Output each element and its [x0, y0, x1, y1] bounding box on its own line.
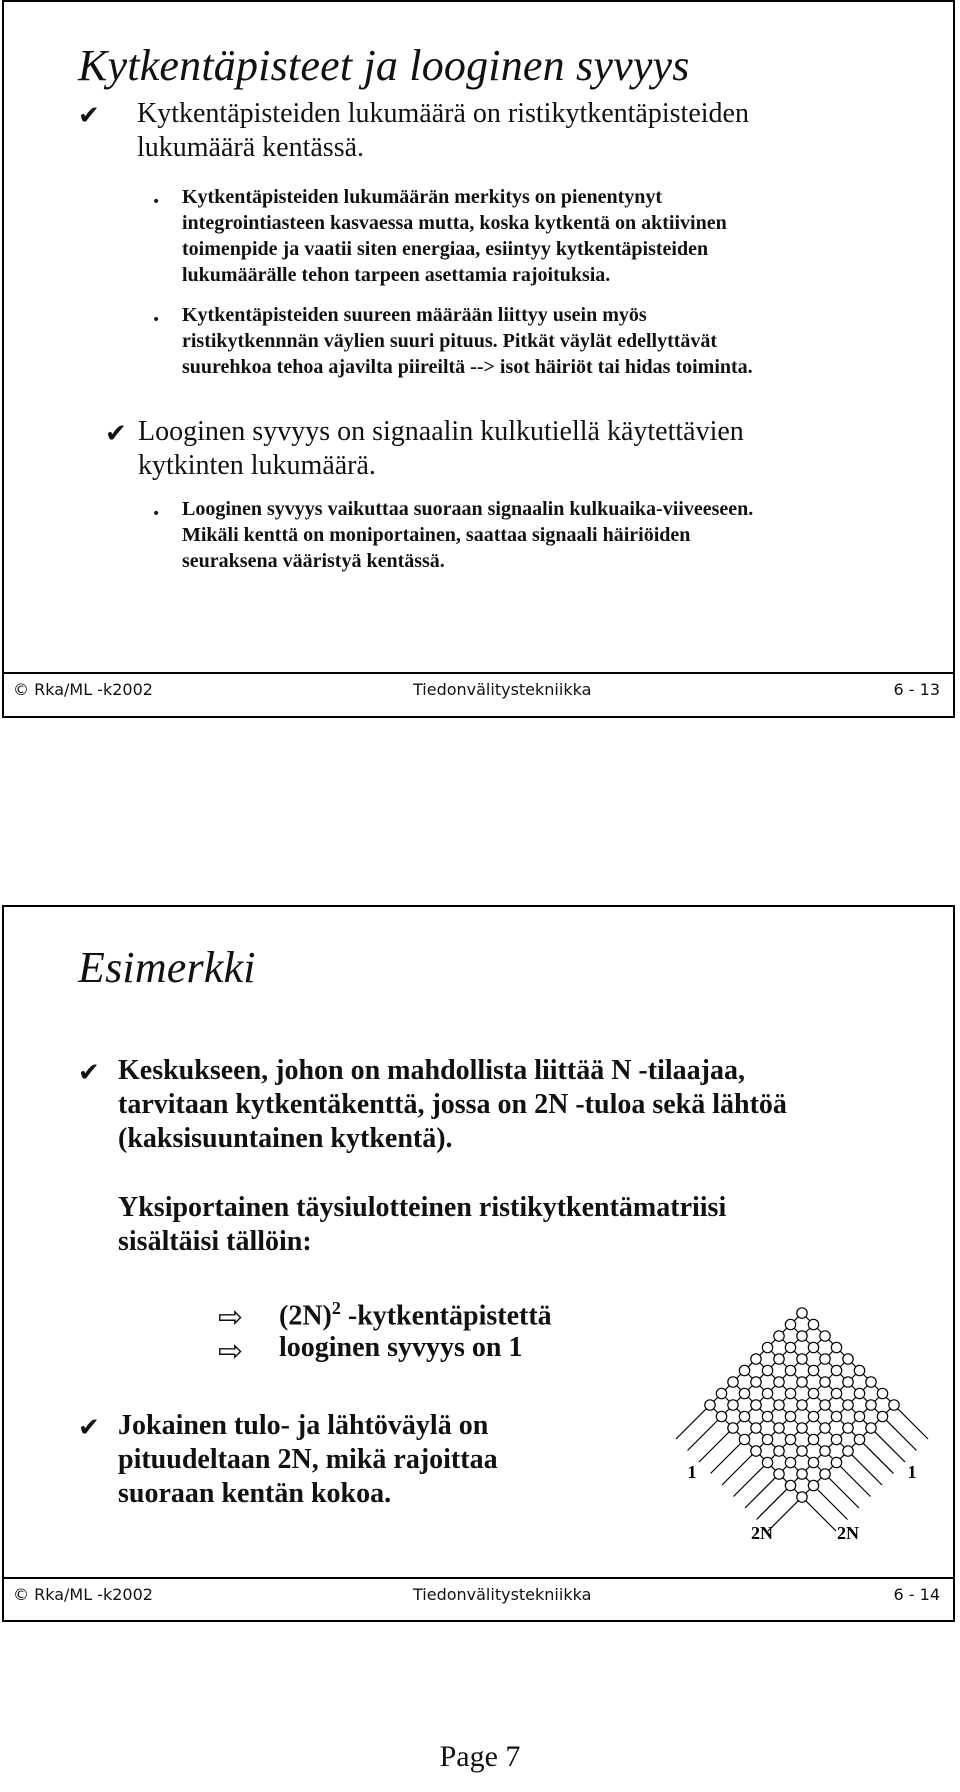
crosspoint-node: [751, 1400, 761, 1410]
page-number: Page 7: [439, 1740, 521, 1773]
bullet-icon: •: [152, 194, 161, 210]
crosspoint-node: [739, 1434, 749, 1444]
crosspoint-node: [820, 1331, 830, 1341]
crosspoint-node: [705, 1400, 715, 1410]
crosspoint-node: [854, 1434, 864, 1444]
crosspoint-node: [774, 1469, 784, 1479]
crosspoint-node: [808, 1342, 818, 1352]
crosspoint-node: [774, 1354, 784, 1364]
footer-slide-number: 6 - 14: [893, 1585, 940, 1604]
sub-bullet-text: [182, 302, 753, 380]
crosspoint-node: [808, 1457, 818, 1467]
text-line: ristikytkennnän väylien suuri pituus. Pitkät väylät edellyttävät: [182, 330, 718, 352]
footer-copyright: © Rka/ML -k2002: [13, 1585, 153, 1604]
crosspoint-node: [866, 1377, 876, 1387]
crosspoint-node: [808, 1411, 818, 1421]
crosspoint-node: [785, 1457, 795, 1467]
arrow-icon: ⇨: [218, 1334, 244, 1369]
crosspoint-node: [797, 1354, 807, 1364]
slide-6-13: [2, 0, 955, 718]
text-line: Looginen syvyys on signaalin kulkutiellä käytettävien: [138, 416, 744, 447]
text-line: toimenpide ja vaatii siten energiaa, esiintyy kytkentäpisteiden: [182, 238, 709, 260]
text-line: tarvitaan kytkentäkenttä, jossa on 2N -tuloa sekä lähtöä: [118, 1089, 787, 1120]
crosspoint-node: [751, 1423, 761, 1433]
bullet-icon: •: [152, 506, 161, 522]
crosspoint-node: [831, 1457, 841, 1467]
crosspoint-node: [797, 1469, 807, 1479]
crosspoint-node: [774, 1331, 784, 1341]
crosspoint-node: [728, 1377, 738, 1387]
bullet-point-text: [118, 1054, 787, 1156]
crosspoint-node: [820, 1469, 830, 1479]
crosspoint-node: [728, 1423, 738, 1433]
crosspoint-node: [797, 1400, 807, 1410]
footer-course: Tiedonvälitystekniikka: [413, 1585, 592, 1604]
text-line: Jokainen tulo- ja lähtöväylä on: [118, 1410, 489, 1441]
text-line: Looginen syvyys vaikuttaa suoraan signaalin kulkuaika-viiveeseen.: [182, 498, 754, 520]
crosspoint-node: [831, 1388, 841, 1398]
crosspoint-node: [797, 1492, 807, 1502]
text-line: lukumäärä kentässä.: [137, 132, 365, 163]
arrow-icon: ⇨: [218, 1300, 244, 1335]
bullet-point-text: [137, 97, 749, 165]
crosspoint-node: [831, 1365, 841, 1375]
crosspoint-node: [762, 1411, 772, 1421]
text-part: -kytkentäpistettä: [340, 1300, 552, 1332]
crosspoint-node: [739, 1388, 749, 1398]
label-right-one: 1: [907, 1462, 917, 1482]
bullet-point-text: [118, 1409, 498, 1511]
crossbar-matrix-diagram: [672, 1297, 932, 1547]
arrow-item-text: looginen syvyys on 1: [279, 1332, 523, 1363]
crosspoint-node: [739, 1411, 749, 1421]
crosspoint-node: [751, 1377, 761, 1387]
label-left-one: 1: [687, 1462, 697, 1482]
crosspoint-node: [797, 1423, 807, 1433]
crosspoint-node: [785, 1365, 795, 1375]
crosspoint-node: [797, 1308, 807, 1318]
crosspoint-node: [843, 1377, 853, 1387]
text-line: kytkinten lukumäärä.: [138, 450, 376, 481]
crosspoint-node: [877, 1411, 887, 1421]
crosspoint-node: [797, 1377, 807, 1387]
crosspoint-node: [854, 1388, 864, 1398]
crosspoint-node: [820, 1400, 830, 1410]
crosspoint-node: [854, 1365, 864, 1375]
crosspoint-node: [808, 1365, 818, 1375]
crosspoint-node: [854, 1411, 864, 1421]
crosspoint-node: [808, 1480, 818, 1490]
text-line: Kytkentäpisteiden lukumäärä on ristikytkentäpisteiden: [137, 98, 749, 129]
text-line: suurehkoa tehoa ajavilta piireiltä --> isot häiriöt tai hidas toiminta.: [182, 356, 753, 378]
crosspoint-node: [762, 1434, 772, 1444]
check-icon: ✔: [78, 1413, 100, 1443]
crosspoint-node: [716, 1411, 726, 1421]
footer-slide-number: 6 - 13: [893, 680, 940, 699]
crosspoint-node: [808, 1434, 818, 1444]
crosspoint-node: [716, 1388, 726, 1398]
crosspoint-node: [751, 1354, 761, 1364]
text-line: Kytkentäpisteiden suureen määrään liittyy usein myös: [182, 304, 647, 326]
crosspoint-node: [820, 1377, 830, 1387]
crosspoint-node: [728, 1400, 738, 1410]
text-line: Kytkentäpisteiden lukumäärän merkitys on pienentynyt: [182, 186, 663, 208]
slide-title: Esimerkki: [78, 943, 256, 992]
crosspoint-node: [785, 1342, 795, 1352]
text-line: sisältäisi tällöin:: [118, 1226, 312, 1257]
crosspoint-node: [785, 1388, 795, 1398]
text-line: pituudeltaan 2N, mikä rajoittaa: [118, 1444, 498, 1475]
check-icon: ✔: [105, 419, 127, 449]
crosspoint-node: [762, 1457, 772, 1467]
crosspoint-node: [866, 1423, 876, 1433]
text-line: Keskukseen, johon on mahdollista liittää N -tilaajaa,: [118, 1055, 745, 1086]
crosspoint-node: [843, 1400, 853, 1410]
footer-divider: [4, 672, 953, 674]
paragraph-text: [118, 1191, 726, 1259]
crosspoint-node: [831, 1342, 841, 1352]
crosspoint-node: [762, 1388, 772, 1398]
crosspoint-node: [751, 1446, 761, 1456]
bullet-point-text: [138, 415, 744, 483]
footer-copyright: © Rka/ML -k2002: [13, 680, 153, 699]
arrow-item-text: [279, 1298, 552, 1332]
crosspoint-node: [843, 1423, 853, 1433]
crosspoint-node: [774, 1400, 784, 1410]
sub-bullet-text: [182, 496, 753, 574]
crosspoint-node: [820, 1446, 830, 1456]
text-part: (2N): [279, 1300, 332, 1332]
slide-title: Kytkentäpisteet ja looginen syvyys: [78, 41, 690, 90]
sub-bullet-text: [182, 184, 727, 288]
crosspoint-node: [785, 1434, 795, 1444]
text-line: seuraksena vääristyä kentässä.: [182, 550, 445, 572]
crosspoint-node: [762, 1342, 772, 1352]
text-line: Yksiportainen täysiulotteinen ristikytkentämatriisi: [118, 1192, 727, 1223]
footer-divider: [4, 1577, 953, 1579]
crosspoint-node: [808, 1319, 818, 1329]
check-icon: ✔: [78, 101, 100, 131]
crosspoint-node: [889, 1400, 899, 1410]
check-icon: ✔: [78, 1058, 100, 1088]
crosspoint-node: [843, 1354, 853, 1364]
text-line: suoraan kentän kokoa.: [118, 1478, 392, 1509]
crosspoint-node: [739, 1365, 749, 1375]
crosspoint-node: [785, 1411, 795, 1421]
crosspoint-node: [797, 1331, 807, 1341]
superscript: 2: [331, 1298, 341, 1318]
slide-6-14: [2, 905, 955, 1622]
crosspoint-node: [785, 1480, 795, 1490]
crosspoint-node: [820, 1354, 830, 1364]
slide-footer: [4, 672, 953, 708]
crosspoint-node: [785, 1319, 795, 1329]
slide-footer: [4, 1577, 953, 1613]
crosspoint-node: [831, 1411, 841, 1421]
text-line: Mikäli kenttä on moniportainen, saattaa signaali häiriöiden: [182, 524, 691, 546]
text-line: integrointiasteen kasvaessa mutta, koska kytkentä on aktiivinen: [182, 212, 727, 234]
label-right-2n: 2N: [837, 1523, 859, 1543]
label-left-2n: 2N: [751, 1523, 773, 1543]
text-line: (kaksisuuntainen kytkentä).: [118, 1123, 453, 1154]
crosspoint-node: [831, 1434, 841, 1444]
crosspoint-node: [820, 1423, 830, 1433]
crosspoint-node: [797, 1446, 807, 1456]
crosspoint-node: [774, 1446, 784, 1456]
crosspoint-node: [877, 1388, 887, 1398]
crosspoint-node: [808, 1388, 818, 1398]
crosspoint-node: [774, 1377, 784, 1387]
crosspoint-node: [774, 1423, 784, 1433]
bullet-icon: •: [152, 312, 161, 328]
crosspoint-node: [762, 1365, 772, 1375]
crosspoint-node: [866, 1400, 876, 1410]
text-line: lukumäärälle tehon tarpeen asettamia rajoituksia.: [182, 264, 611, 286]
footer-course: Tiedonvälitystekniikka: [413, 680, 592, 699]
crosspoint-node: [843, 1446, 853, 1456]
